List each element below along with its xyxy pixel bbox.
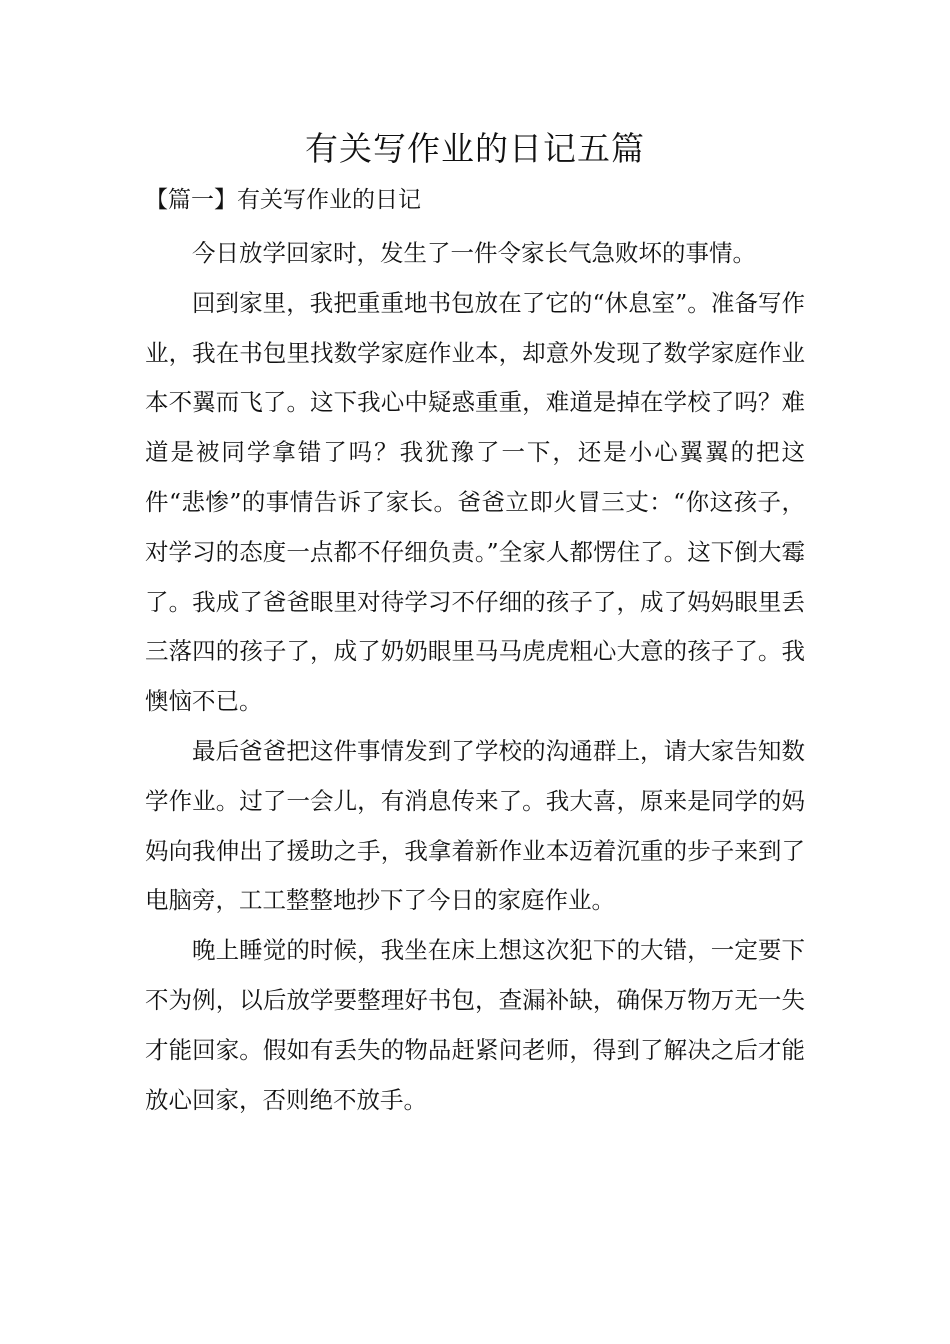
paragraph-4: 晚上睡觉的时候，我坐在床上想这次犯下的大错，一定要下不为例，以后放学要整理好书包，查漏补缺，确保万物万无一失才能回家。假如有丢失的物品赶紧问老师，得到了解决之后才能放心回家，否则绝不放手。 <box>145 936 805 1114</box>
paragraph-3: 最后爸爸把这件事情发到了学校的沟通群上，请大家告知数学作业。过了一会儿，有消息传来了。我大喜，原来是同学的妈妈向我伸出了援助之手，我拿着新作业本迈着沉重的步子来到了电脑旁，工工整整地抄下了今日的家庭作业。 <box>145 736 805 915</box>
paragraph-1: 今日放学回家时，发生了一件令家长气急败坏的事情。 <box>192 239 756 267</box>
section-heading: 【篇一】有关写作业的日记 <box>145 187 421 213</box>
document-body <box>145 229 805 1125</box>
paragraph-2: 回到家里，我把重重地书包放在了它的“休息室”。准备写作业，我在书包里找数学家庭作业本，却意外发现了数学家庭作业本不翼而飞了。这下我心中疑惑重重，难道是掉在学校了吗？难道是被同学拿错了吗？我犹豫了一下，还是小心翼翼的把这件“悲惨”的事情告诉了家长。爸爸立即火冒三丈：“你这孩子，对学习的态度一点都不仔细负责。”全家人都愣住了。这下倒大霉了。我成了爸爸眼里对待学习不仔细的孩子了，成了妈妈眼里丢三落四的孩子了，成了奶奶眼里马马虎虎粗心大意的孩子了。我懊恼不已。 <box>145 288 805 716</box>
document-title: 有关写作业的日记五篇 <box>305 129 645 168</box>
